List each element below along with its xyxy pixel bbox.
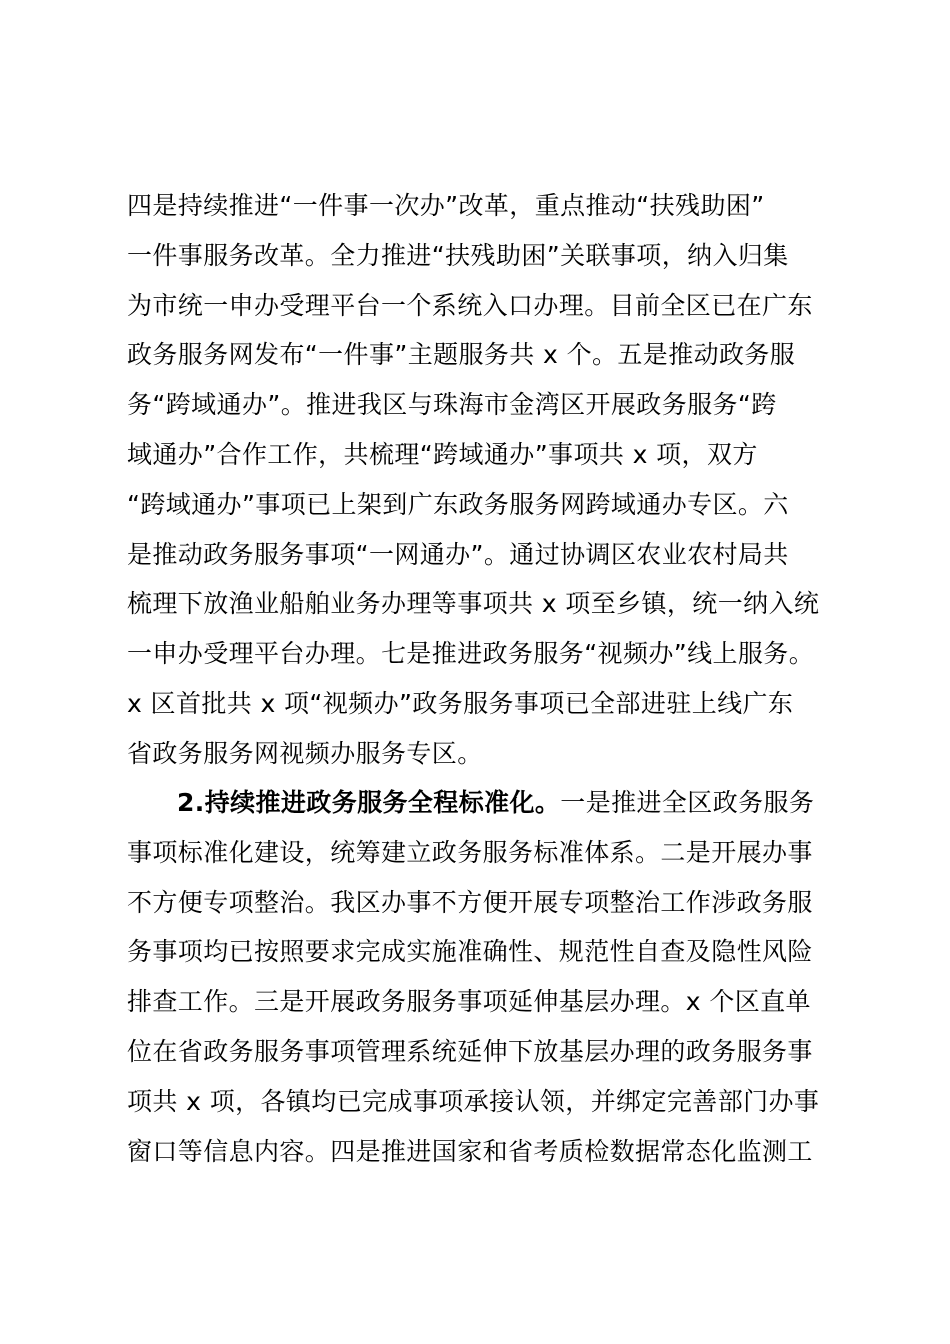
text-line: 四是持续推进“一件事一次办”改革，重点推动“扶残助困” [127,191,765,220]
text-line: 务事项均已按照要求完成实施准确性、规范性自查及隐性风险 [127,937,813,967]
text-line: 政务服务网发布“一件事”主题服务共 x 个。五是推动政务服 [127,340,796,370]
paragraph-2-first-line [127,778,847,828]
text-line: 梳理下放渔业船舶业务办理等事项共 x 项至乡镇，统一纳入统 [127,589,820,619]
text-line: 域通办”合作工作，共梳理“跨域通办”事项共 x 项，双方 [127,439,758,469]
text-line: 为市统一申办受理平台一个系统入口办理。目前全区已在广东 [127,290,813,320]
text-line: 窗口等信息内容。四是推进国家和省考质检数据常态化监测工 [127,1136,813,1166]
text-line: 一件事服务改革。全力推进“扶残助困”关联事项，纳入归集 [127,240,789,270]
text-line: “跨域通办”事项已上架到广东政务服务网跨域通办专区。六 [127,489,789,519]
heading-line-rest: 一是推进全区政务服务 [560,788,815,817]
text-line: 排查工作。三是开展政务服务事项延伸基层办理。x 个区直单 [127,987,811,1017]
text-line: 位在省政务服务事项管理系统延伸下放基层办理的政务服务事 [127,1036,813,1066]
text-line: 不方便专项整治。我区办事不方便开展专项整治工作涉政务服 [127,887,813,917]
paragraph-1 [127,181,847,779]
text-line: 一申办受理平台办理。七是推进政务服务“视频办”线上服务。 [127,639,815,669]
section-heading: 2.持续推进政务服务全程标准化。 [177,788,561,817]
text-line: x 区首批共 x 项“视频办”政务服务事项已全部进驻上线广东 [127,688,794,718]
paragraph-2 [127,778,847,1176]
text-line: 务“跨域通办”。推进我区与珠海市金湾区开展政务服务“跨 [127,390,777,420]
text-line: 是推动政务服务事项“一网通办”。通过协调区农业农村局共 [127,539,789,569]
text-line: 项共 x 项，各镇均已完成事项承接认领，并绑定完善部门办事 [127,1086,820,1116]
text-line: 省政务服务网视频办服务专区。 [127,738,483,768]
text-line: 事项标准化建设，统筹建立政务服务标准体系。二是开展办事 [127,837,813,867]
